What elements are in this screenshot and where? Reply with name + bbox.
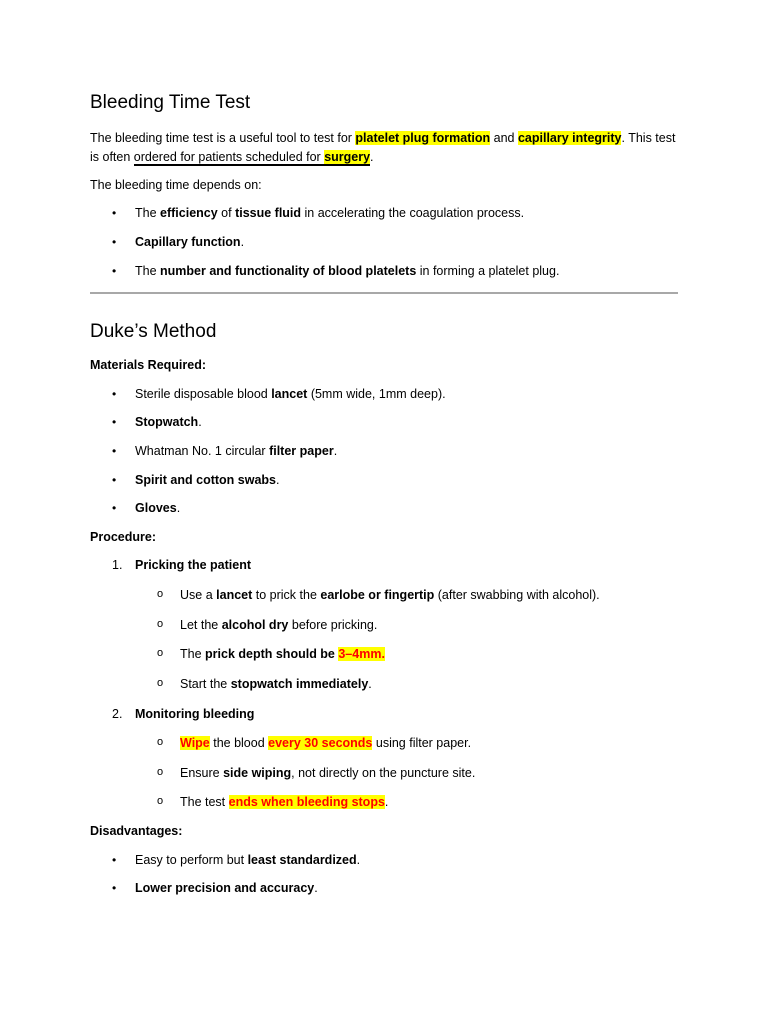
- bullet-icon: •: [112, 501, 117, 516]
- item-text: Whatman No. 1 circular: [135, 443, 270, 458]
- bullet-icon: •: [112, 472, 117, 487]
- materials-label-text: Materials Required:: [90, 358, 207, 373]
- horizontal-rule: [90, 292, 678, 294]
- circle-bullet-icon: o: [157, 588, 164, 601]
- item-bold: prick depth should be: [205, 647, 339, 662]
- item-text: using filter paper.: [372, 736, 472, 751]
- item-bold: Spirit and cotton swabs: [135, 472, 276, 487]
- item-bold: side wiping: [223, 765, 292, 780]
- procedure-step: [90, 707, 680, 812]
- step-number: 2.: [112, 706, 123, 721]
- sub-item: [135, 677, 680, 693]
- sub-item: [135, 618, 680, 634]
- list-item: [90, 415, 680, 431]
- item-text: before pricking.: [288, 617, 378, 632]
- list-item: [90, 853, 680, 869]
- document-page: [90, 92, 680, 897]
- item-text: .: [368, 676, 372, 691]
- bullet-icon: •: [112, 235, 117, 250]
- item-text: .: [240, 235, 245, 250]
- list-item: [90, 235, 680, 251]
- section-title-bleeding-time: Bleeding Time Test: [90, 92, 251, 113]
- sub-item: [135, 588, 680, 604]
- item-bold: Capillary function: [135, 235, 241, 250]
- item-bold: Lower precision and accuracy: [135, 881, 315, 896]
- list-item: [90, 881, 680, 897]
- item-text: Use a: [180, 588, 217, 603]
- depends-label: The bleeding time depends on:: [90, 177, 262, 192]
- bullet-icon: •: [112, 206, 117, 221]
- step-title: Monitoring bleeding: [135, 706, 255, 721]
- item-text: (5mm wide, 1mm deep).: [307, 386, 446, 401]
- circle-bullet-icon: o: [157, 617, 164, 630]
- underlined-phrase: [134, 150, 370, 166]
- depends-list: [90, 206, 680, 279]
- materials-list: [90, 387, 680, 517]
- item-bold: lancet: [271, 386, 308, 401]
- bullet-icon: •: [112, 263, 117, 278]
- item-text: The: [135, 206, 161, 221]
- disadvantages-list: [90, 853, 680, 897]
- highlight-red-text: 3–4mm.: [338, 647, 385, 662]
- circle-bullet-icon: o: [157, 795, 164, 808]
- circle-bullet-icon: o: [157, 676, 164, 689]
- item-text: Let the: [180, 617, 222, 632]
- item-bold: efficiency: [160, 206, 218, 221]
- bullet-icon: •: [112, 415, 117, 430]
- intro-text: . This test: [621, 130, 676, 145]
- list-item: [90, 264, 680, 280]
- highlight-red-text: ends when bleeding stops: [228, 795, 385, 810]
- item-text: the blood: [209, 736, 269, 751]
- sub-item: [135, 795, 680, 811]
- item-text: Easy to perform but: [135, 852, 248, 867]
- highlight-platelet-plug: platelet plug formation: [355, 130, 491, 145]
- item-text: The: [180, 647, 206, 662]
- intro-text: is often: [90, 149, 134, 164]
- item-text: The test: [180, 795, 229, 810]
- item-text: of: [217, 206, 236, 221]
- list-item: [90, 206, 680, 222]
- item-text: .: [356, 852, 361, 867]
- item-bold: filter paper: [269, 443, 334, 458]
- procedure-steps: [90, 558, 680, 811]
- bullet-icon: •: [112, 881, 117, 896]
- intro-text: and: [490, 130, 518, 145]
- item-bold: alcohol dry: [221, 617, 289, 632]
- item-text: .: [384, 795, 389, 810]
- list-item: [90, 387, 680, 403]
- step-number: 1.: [112, 558, 123, 573]
- bullet-icon: •: [112, 386, 117, 401]
- disadvantages-label: [90, 824, 680, 840]
- sub-list: [135, 588, 680, 693]
- underlined-text: ordered for patients scheduled for: [133, 149, 325, 164]
- procedure-label: [90, 530, 680, 546]
- item-bold: tissue fluid: [235, 206, 302, 221]
- item-bold: earlobe or fingertip: [320, 588, 435, 603]
- item-text: in accelerating the coagulation process.: [301, 206, 525, 221]
- sub-item: [135, 647, 680, 663]
- item-text: Sterile disposable blood: [135, 386, 272, 401]
- disadvantages-label-text: Disadvantages:: [90, 824, 183, 839]
- step-title: Pricking the patient: [135, 558, 251, 573]
- circle-bullet-icon: o: [157, 765, 164, 778]
- highlight-red-text: every 30 seconds: [268, 736, 373, 751]
- item-bold: stopwatch immediately: [230, 676, 369, 691]
- highlight-red-text: Wipe: [180, 736, 210, 751]
- item-text: .: [176, 501, 181, 516]
- materials-label: [90, 358, 680, 374]
- item-text: Start the: [180, 676, 231, 691]
- sub-item: [135, 736, 680, 752]
- item-text: , not directly on the puncture site.: [291, 765, 476, 780]
- procedure-label-text: Procedure:: [90, 529, 156, 544]
- item-text: .: [276, 472, 280, 487]
- item-text: .: [333, 443, 338, 458]
- highlight-capillary-integrity: capillary integrity: [517, 130, 622, 145]
- item-bold: number and functionality of blood platelets: [160, 263, 417, 278]
- item-text: in forming a platelet plug.: [416, 263, 560, 278]
- item-text: The: [135, 263, 161, 278]
- intro-paragraph: [90, 129, 680, 167]
- item-text: .: [198, 415, 202, 430]
- circle-bullet-icon: o: [157, 736, 164, 749]
- intro-text: The bleeding time test is a useful tool to test for: [90, 130, 356, 145]
- section-title-dukes-method: Duke’s Method: [90, 321, 217, 343]
- sub-list: [135, 736, 680, 811]
- bullet-icon: •: [112, 852, 117, 867]
- item-bold: lancet: [216, 588, 253, 603]
- bullet-icon: •: [112, 443, 117, 458]
- item-text: to prick the: [252, 588, 321, 603]
- list-item: [90, 501, 680, 517]
- list-item: [90, 473, 680, 489]
- sub-item: [135, 766, 680, 782]
- item-text: Ensure: [180, 765, 224, 780]
- list-item: [90, 444, 680, 460]
- item-bold: Stopwatch: [135, 415, 199, 430]
- item-bold: least standardized: [247, 852, 357, 867]
- intro-text: .: [370, 149, 374, 164]
- procedure-step: [90, 558, 680, 692]
- item-text: .: [314, 881, 318, 896]
- highlight-surgery: surgery: [324, 149, 371, 164]
- circle-bullet-icon: o: [157, 647, 164, 660]
- item-bold: Gloves: [135, 501, 177, 516]
- item-text: (after swabbing with alcohol).: [434, 588, 600, 603]
